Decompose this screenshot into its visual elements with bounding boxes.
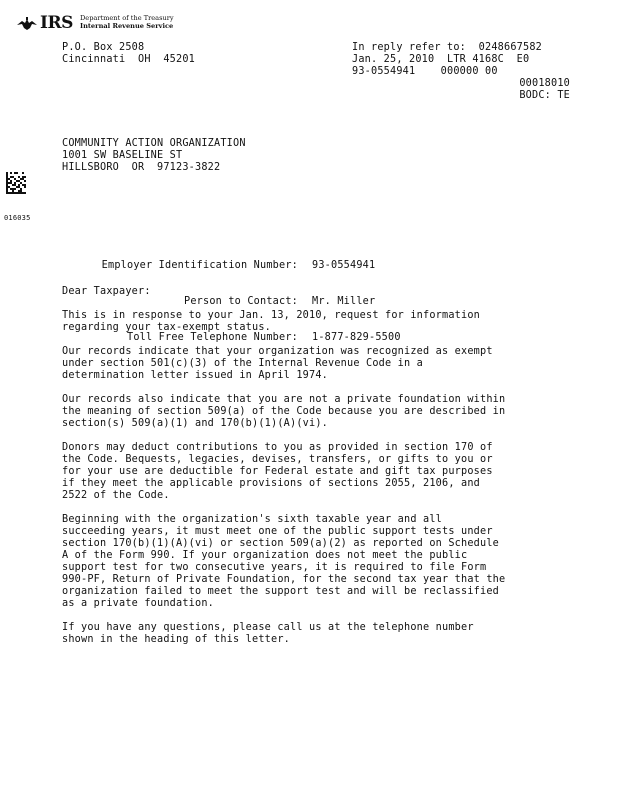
- paragraph-questions: If you have any questions, please call us at the telephone number shown in the heading of this letter.: [62, 622, 474, 645]
- irs-logo: [16, 14, 186, 36]
- irs-return-address: P.O. Box 2508 Cincinnati OH 45201: [62, 42, 196, 65]
- ein-value: 93-0554941: [312, 260, 376, 271]
- paragraph-request: This is in response to your Jan. 13, 2010, request for information regarding your tax-exempt status.: [62, 310, 481, 333]
- reply-reference-block: [352, 42, 542, 78]
- ein-line: 93-0554941 000000 00: [352, 66, 498, 77]
- document-code: 016035: [4, 214, 31, 222]
- barcode-icon: [6, 172, 26, 194]
- paragraph-support-tests: Beginning with the organization's sixth taxable year and all succeeding years, it must meet one of the public support tests under section 170(b)(1)(A)(vi) or section 509(a)(2) as reported on Schedule A of the Form 990. If your organization does not meet the public support test for two consecutive years, it is required to file Form 990-PF, Return of Private Foundation, for the second tax year that the organization failed to meet the support test and will be reclassified as a private foundation.: [62, 514, 506, 609]
- paragraph-exempt-status: Our records indicate that your organization was recognized as exempt under section 501(c)(3) of the Internal Revenue Code in a determination letter issued in April 1974.: [62, 346, 493, 381]
- reply-reference-line: In reply refer to: 0248667582: [352, 42, 543, 53]
- eagle-icon: [16, 16, 38, 32]
- paragraph-deductions: Donors may deduct contributions to you as provided in section 170 of the Code. Bequests, legacies, devises, transfers, or gifts to you or for your use are deductible for Federal estate and gift tax purposes if they meet the applicable provisions of sections 2055, 2106, and 2522 of the Code.: [62, 442, 493, 501]
- phone-value: 1-877-829-5500: [312, 332, 401, 343]
- phone-label: Toll Free Telephone Number:: [126, 332, 298, 343]
- paragraph-private-foundation: Our records also indicate that you are not a private foundation within the meaning of section 509(a) of the Code because you are described in section(s) 509(a)(1) and 170(b)(1)(A)(vi).: [62, 394, 506, 429]
- recipient-address: COMMUNITY ACTION ORGANIZATION 1001 SW BASELINE ST HILLSBORO OR 97123-3822: [62, 138, 246, 173]
- department-name: Department of the Treasury Internal Revenue Service: [80, 14, 174, 30]
- person-to-contact-label: Person to Contact:: [183, 296, 298, 307]
- letter-date-line: Jan. 25, 2010 LTR 4168C E0: [352, 54, 530, 65]
- ein-row: [60, 260, 401, 272]
- salutation: Dear Taxpayer:: [62, 286, 151, 297]
- reply-codes: 00018010 BODC: TE: [519, 78, 570, 101]
- irs-wordmark: IRS: [40, 13, 73, 33]
- person-to-contact-value: Mr. Miller: [312, 296, 376, 307]
- ein-label: Employer Identification Number:: [101, 260, 298, 271]
